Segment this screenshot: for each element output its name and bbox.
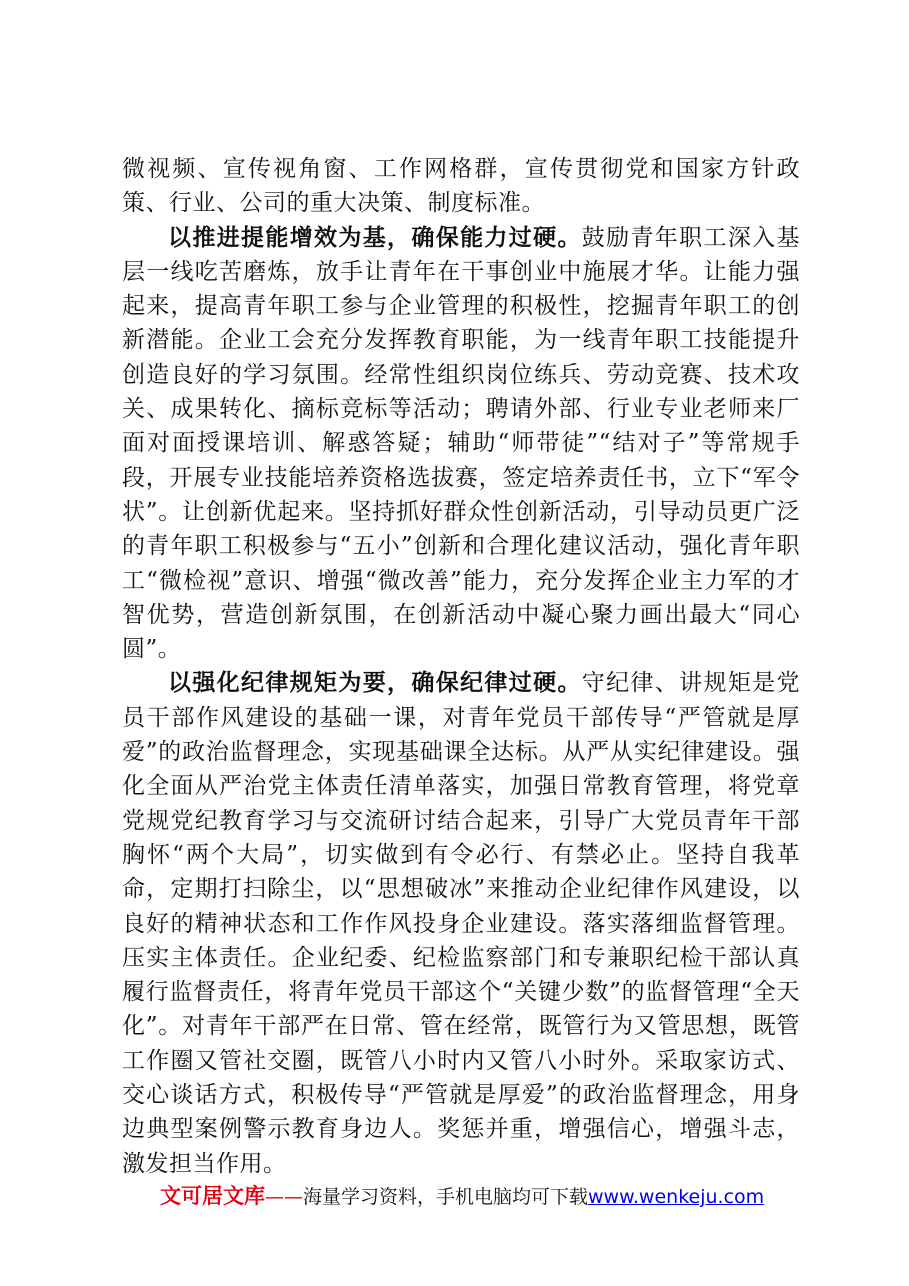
document-body [122,152,800,1181]
footer-dash: —— [265,1186,303,1208]
paragraph-text: 微视频、宣传视角窗、工作网格群，宣传贯彻党和国家方针政策、行业、公司的重大决策、制度标准。 [122,156,800,217]
footer-banner [160,1181,800,1212]
paragraph-text: 鼓励青年职工深入基层一线吃苦磨炼，放手让青年在干事创业中施展才华。让能力强起来，提高青年职工参与企业管理的积极性，挖掘青年职工的创新潜能。企业工会充分发挥教育职能，为一线青年职工技能提升创造良好的学习氛围。经常性组织岗位练兵、劳动竞赛、技术攻关、成果转化、摘标竞标等活动；聘请外部、行业专业老师来厂面对面授课培训、解惑答疑；辅助“师带徒”“结对子”等常规手段，开展专业技能培养资格选拔赛，签定培养责任书，立下“军令状”。让创新优起来。坚持抓好群众性创新活动，引导动员更广泛的青年职工积极参与“五小”创新和合理化建议活动，强化青年职工“微检视”意识、增强“微改善”能力，充分发挥企业主力军的才智优势，营造创新氛围，在创新活动中凝心聚力画出最大“同心圆”。 [122,224,801,663]
paragraph-text: 守纪律、讲规矩是党员干部作风建设的基础一课，对青年党员干部传导“严管就是厚爱”的政治监督理念，实现基础课全达标。从严从实纪律建设。强化全面从严治党主体责任清单落实，加强日常教育管理，将党章党规党纪教育学习与交流研讨结合起来，引导广大党员青年干部胸怀“两个大局”，切实做到有令必行、有禁必止。坚持自我革命，定期打扫除尘，以“思想破冰”来推动企业纪律作风建设，以良好的精神状态和工作作风投身企业建设。落实落细监督管理。压实主体责任。企业纪委、纪检监察部门和专兼职纪检干部认真履行监督责任，将青年党员干部这个“关键少数”的监督管理“全天化”。对青年干部严在日常、管在经常，既管行为又管思想，既管工作圈又管社交圈，既管八小时内又管八小时外。采取家访式、交心谈话方式，积极传导“严管就是厚爱”的政治监督理念，用身边典型案例警示教育身边人。奖惩并重，增强信心，增强斗志，激发担当作用。 [122,670,801,1177]
brand-name: 文可居文库 [160,1184,265,1208]
paragraph-ability [122,221,800,667]
paragraph-discipline [122,666,800,1180]
footer-slogan: 海量学习资料，手机电脑均可下载 [303,1186,589,1208]
paragraph-lead: 以推进提能增效为基，确保能力过硬。 [168,223,582,251]
paragraph-lead: 以强化纪律规矩为要，确保纪律过硬。 [168,669,582,697]
paragraph-continuation [122,152,800,221]
website-link[interactable]: www.wenkeju.com [588,1186,765,1208]
